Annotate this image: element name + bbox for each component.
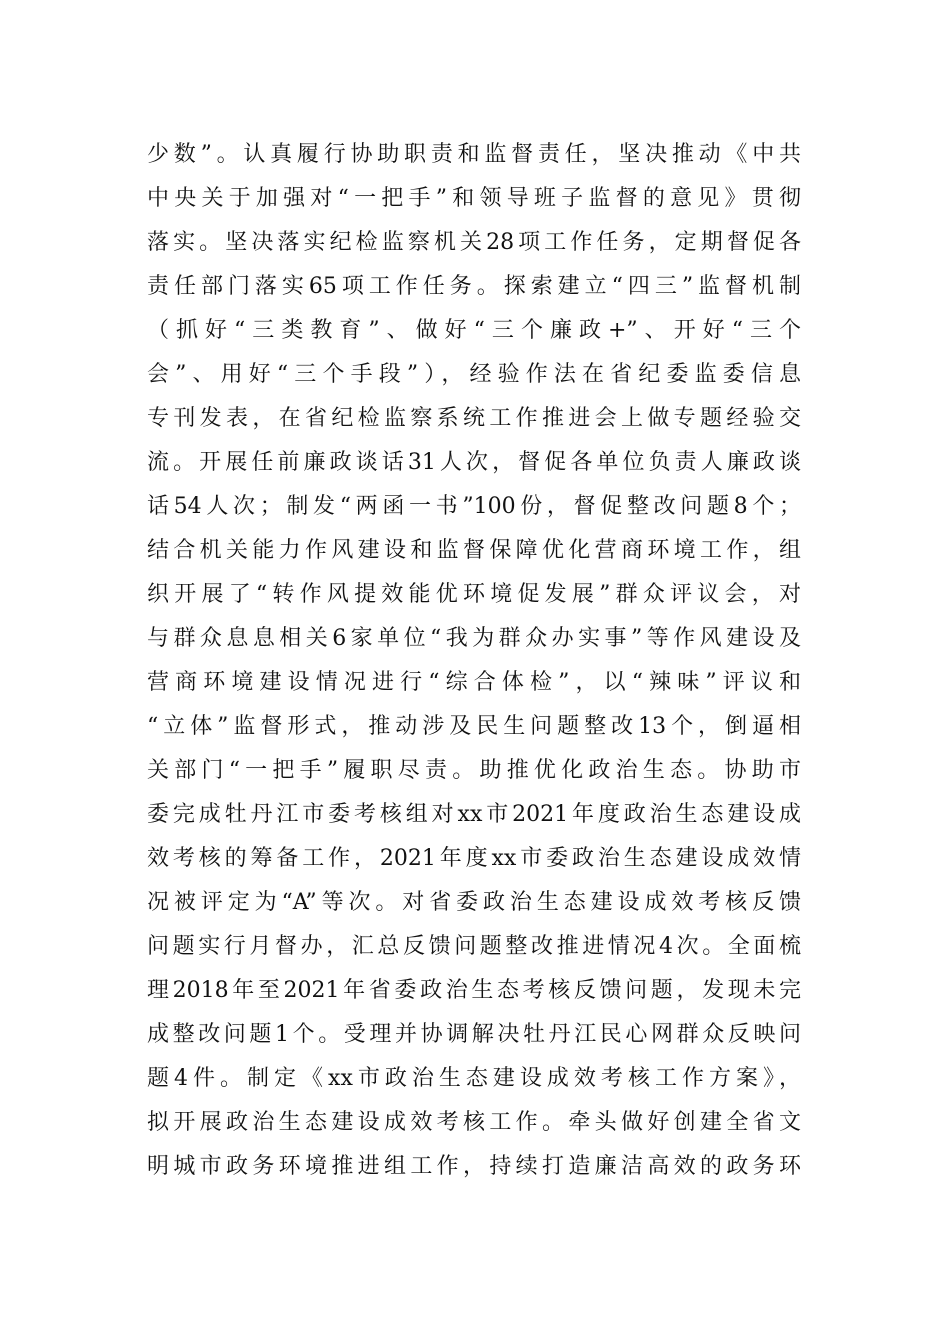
text-line: 话54人次；制发“两函一书”100份，督促整改问题8个； <box>147 494 801 519</box>
text-line: “立体”监督形式，推动涉及民生问题整改13个，倒逼相 <box>147 714 801 739</box>
text-line: 营商环境建设情况进行“综合体检”，以“辣味”评议和 <box>147 670 801 695</box>
text-line: 理2018年至2021年省委政治生态考核反馈问题，发现未完 <box>147 978 801 1003</box>
text-line: 少数”。认真履行协助职责和监督责任，坚决推动《中共 <box>147 142 801 167</box>
text-line: 结合机关能力作风建设和监督保障优化营商环境工作，组 <box>147 538 801 563</box>
text-line: 问题实行月督办，汇总反馈问题整改推进情况4次。全面梳 <box>147 934 801 959</box>
text-line: 拟开展政治生态建设成效考核工作。牵头做好创建全省文 <box>147 1110 801 1135</box>
text-line: 况被评定为“A”等次。对省委政治生态建设成效考核反馈 <box>147 890 801 915</box>
text-line: 落实。坚决落实纪检监察机关28项工作任务，定期督促各 <box>147 230 801 255</box>
text-line: 会”、用好“三个手段”），经验作法在省纪委监委信息 <box>147 362 801 387</box>
text-line: （抓好“三类教育”、做好“三个廉政+”、开好“三个 <box>147 318 801 343</box>
text-line: 中央关于加强对“一把手”和领导班子监督的意见》贯彻 <box>147 186 801 211</box>
document-body <box>147 133 801 1189</box>
text-line: 责任部门落实65项工作任务。探索建立“四三”监督机制 <box>147 274 801 299</box>
text-line: 与群众息息相关6家单位“我为群众办实事”等作风建设及 <box>147 626 801 651</box>
text-line: 明城市政务环境推进组工作，持续打造廉洁高效的政务环 <box>147 1154 801 1179</box>
text-line: 专刊发表，在省纪检监察系统工作推进会上做专题经验交 <box>147 406 801 431</box>
text-line: 题4件。制定《xx市政治生态建设成效考核工作方案》， <box>147 1066 801 1091</box>
text-line: 效考核的筹备工作，2021年度xx市委政治生态建设成效情 <box>147 846 801 871</box>
text-line: 织开展了“转作风提效能优环境促发展”群众评议会，对 <box>147 582 801 607</box>
text-line: 流。开展任前廉政谈话31人次，督促各单位负责人廉政谈 <box>147 450 801 475</box>
text-line: 关部门“一把手”履职尽责。助推优化政治生态。协助市 <box>147 758 801 783</box>
text-line: 委完成牡丹江市委考核组对xx市2021年度政治生态建设成 <box>147 802 801 827</box>
text-line: 成整改问题1个。受理并协调解决牡丹江民心网群众反映问 <box>147 1022 801 1047</box>
